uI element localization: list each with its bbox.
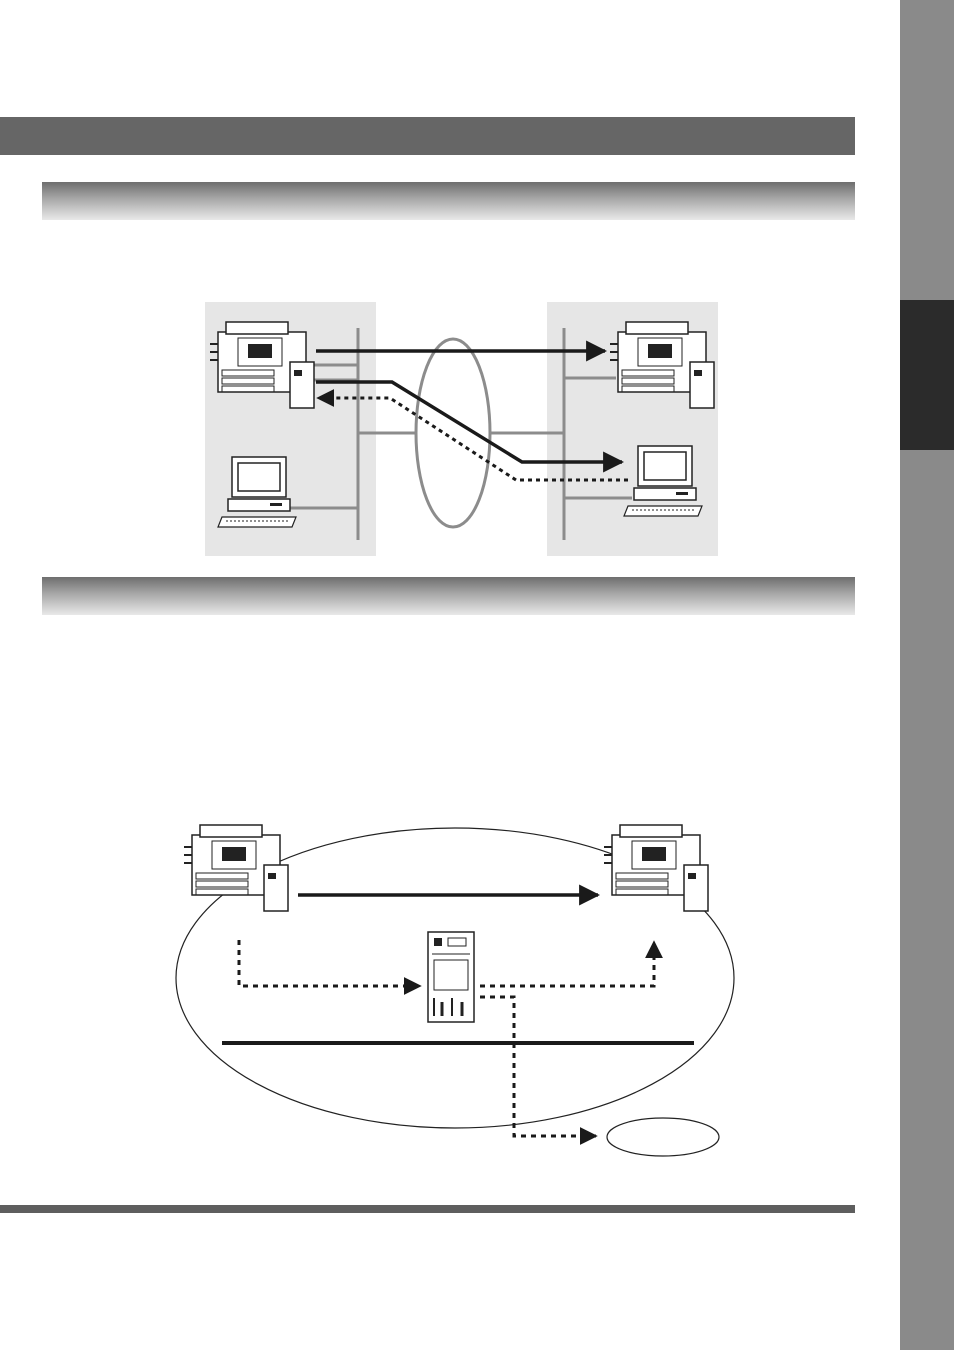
arrow-to-server: [239, 940, 420, 986]
arrow-reply-dotted: [318, 398, 628, 480]
copier-icon: [184, 825, 288, 911]
server-icon: [428, 932, 474, 1022]
external-ellipse: [607, 1118, 719, 1156]
copier-icon: [210, 322, 314, 408]
footer-rule: [0, 1205, 855, 1213]
copier-icon: [610, 322, 714, 408]
computer-icon: [624, 446, 702, 516]
computer-icon: [218, 457, 296, 527]
arrow-server-outside: [480, 997, 596, 1136]
arrow-copier-to-computer: [316, 382, 622, 462]
internet-ellipse: [416, 339, 490, 527]
copier-icon: [604, 825, 708, 911]
arrow-server-to-copier: [480, 942, 654, 986]
